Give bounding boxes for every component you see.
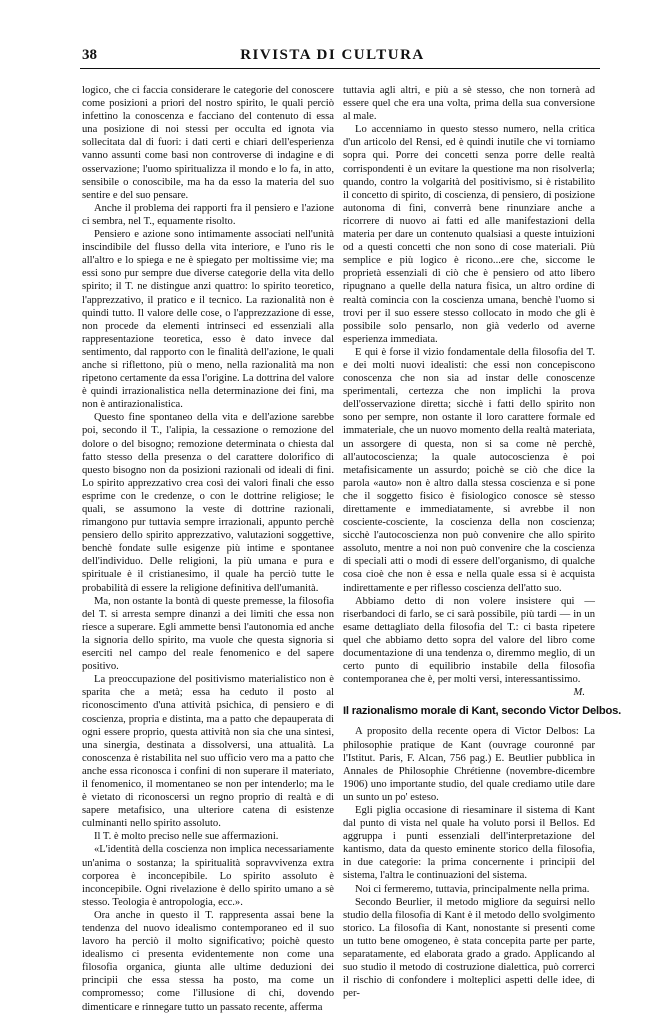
body-paragraph: A proposito della recente opera di Victor Delbos: La philosophie pratique de Kant (ouvrage couronné par l'Istitut. Paris, F. Alcan, 756 pag.) E. Beutlier pubblica in Annales de Philosophie Chrétienne (novembre-dicembre 1906) uno importante studio, del quale crediamo utile dare un sunto un po' esteso.	[343, 726, 595, 803]
body-paragraph: Ora anche in questo il T. rappresenta assai bene la tendenza del nuovo idealismo contemporaneo ed il suo lavoro ha perciò il molto significativo; poichè questo idealismo ci presenta evidentemente non come una filosofia organica, giunta alle ultime deduzioni dei principii che essa stessa ha posto, ma come un compromesso; come l'illusione di chi, dovendo dimenticare e rinnegare tutto un passato recente, afferma	[82, 909, 334, 1013]
left-column	[82, 84, 334, 1014]
body-paragraph: La preoccupazione del positivismo materialistico non è sparita che a metà; essa ha ceduto il posto al riconoscimento d'una attività psichica, di pensiero e di coscienza, propria e distinta, ma a patto che depauperata di ogni essere proprio, questa attività non sia che una sintesi, una sinergia, destinata a dissolversi, una attualità. La conoscenza è ristabilita nel suo ufficio vero ma a patto che anche essa riconosca i confini di non superare il materiato, il fenomenico, il momentaneo se non per intenderlo; ma le è vietato di riconoscersi un regno proprio di realtà e di sapere metafisico, una ulteriore catena di esistenze culminanti nello spirito assoluto.	[82, 674, 334, 830]
body-paragraph: tuttavia agli altri, e più a sè stesso, che non tornerà ad essere quel che era una volta, prima della sua conversione al male.	[343, 85, 595, 123]
running-title: RIVISTA DI CULTURA	[240, 47, 425, 63]
body-paragraph: E qui è forse il vizio fondamentale della filosofia del T. e dei molti nuovi idealisti: che essi non concepiscono conoscenza che non sia ad instar delle conoscenze sperimentali, certezza che non implichi la prova dell'osservazione diretta; sicchè i fatti dello spirito non sono per sempre, non ostante il loro carattere formale ed immateriale, che un nuovo momento della realtà materiata, un assorgere di questa, non si sa come nè perchè, all'autocoscienza; la quale autocoscienza è poi metafisicamente un assurdo; poichè se ciò che dice la parola «auto» non è altro dalla stessa coscienza e si pone che il soggetto fisico è fisiologico conosce sè stesso direttamente e immediatamente, si avrebbe il non cosciente-cosciente, la coscienza della non coscienza; sicchè l'autocoscienza non può convenire che allo spirito assoluto, mentre a noi non può convenire che la coscienza di speciali atti o modi di essere dell'organismo, di qualche cosa cioè che non è essa e nella quale essa si è acquista indirettamente e per riflesso coscienza dell'atto suo.	[343, 346, 595, 594]
body-paragraph: Secondo Beurlier, il metodo migliore da seguirsi nello studio della filosofia di Kant è il metodo dello svolgimento storico. La filosofia di Kant, nonostante si presenti come un tutto bene omogeneo, è stata concepita parte per parte, separatamente, ed elaborata grado a grado. Applicando al suo studio il metodo di costruzione dialettica, può correrci il rischio di confondere i molteplici aspetti delle idee, di per-	[343, 896, 595, 1000]
page-number: 38	[82, 47, 97, 63]
right-column	[343, 84, 622, 1000]
body-paragraph: Pensiero e azione sono intimamente associati nell'unità inscindibile del flusso della vita interiore, e l'uno ris le all'altro e lo spiega e ne è spiegato per moltissime vie; ma essi sono pur sempre due diverse categorie della vita dello spirito; il T. ne distingue anzi quattro: lo spirito teoretico, l'apprezzativo, il pratico e il tecnico. La razionalità non è quindi tutto. Il valore delle cose, o l'apprezzazione di esse, non procede da elementi intrinseci ed essenziali alla rappresentazione teoretica, esso è dato invece dal sentimento, dal rapporto con le finalità dell'azione, le quali anche si riflettono, più o meno, nella razionalità ma non ripetono certamente da essa l'origine. La dottrina del valore è quindi irrazionalistica nella determinazione dei fini, ma non è antirazionalistica.	[82, 229, 334, 411]
body-paragraph: logico, che ci faccia considerare le categorie del conoscere come posizioni a priori del nostro spirito, le quali perciò infettino la conoscenza e facciano del contenuto di essa una posizione di noi stessi per occulta ed ignota via sollecitata dal di fuori: i dati certi e chiari dell'esperienza vanno assunti come basi non controverse di indagine e di osservazione; l'uomo spiritualizza il mondo e lo fa, in atto, sensibile o conoscibile, ma ha da esso la materia del suo sentire e del suo pensare.	[82, 85, 334, 201]
body-paragraph: Questo fine spontaneo della vita e dell'azione sarebbe poi, secondo il T., l'alipia, la cessazione o remozione del dolore o del bisogno; remozione determinata o chiesta dal fatto stesso della presenza o del carattere dolorifico di questo bisogno non da posizioni razionali od ideali di fini. Lo spirito apprezzativo crea così dei valori finali che esso esprime con le credenze, o con le dottrine religiose; le quali, se assumono la veste di dottrine razionali, rimangono pur tuttavia sempre irrazionali, appunto perchè pensiero dello spirito apprezzativo, valutazioni soggettive, benchè fondate sulle esigenze più intime e spontanee dell'individuo. Delle religioni, la più umana e pura e spirituale è il cristianesimo, il quale ha perciò tutte le probabilità di essere la religione definitiva dell'umanità.	[82, 412, 334, 594]
header-rule	[80, 68, 600, 69]
quote-paragraph: «L'identità della coscienza non implica necessariamente un'anima o sostanza; la spiritualità sopravvivenza extra corporea è inconcepibile. Lo spirito assoluto è inconcepibile. Ogni rivelazione è dello spirito umano a sè stesso. Teologia è antropologia, ecc.».	[82, 844, 334, 908]
body-paragraph: Il T. è molto preciso nelle sue affermazioni.	[94, 831, 279, 843]
body-paragraph: Ma, non ostante la bontà di queste premesse, la filosofia del T. si arresta sempre dinanzi a dei limiti che essa non riesce a superare. Egli ammette bensì l'autonomia ed anche la signoria dello spirito, ma vuole che questa signoria si eserciti nel campo del reale fenomenico e del sapere positivo.	[82, 595, 334, 673]
section-title: Il razionalismo morale di Kant, secondo Victor Delbos.	[343, 705, 622, 718]
body-paragraph: Egli piglia occasione di riesaminare il sistema di Kant dal punto di vista nel quale ha voluto porsi il Bellos. Ed aggruppa i punti essenziali dell'interpretazione del kantismo, data da questo eminente storico della filosofia, in due categorie: la prima concernente i principii del sistema, l'altra le continuazioni del sistema.	[343, 804, 595, 882]
body-paragraph: Anche il problema dei rapporti fra il pensiero e l'azione ci sembra, nel T., equamente risolto.	[82, 202, 334, 227]
body-paragraph: Abbiamo detto di non volere insistere qui — riserbandoci di farlo, se ci sarà possibile, più tardi — in un esame dettagliato della filosofia del T.: ci basta ripetere quel che abbiamo detto sopra del valore del libro come documentazione di una tendenza o, diremmo meglio, di un certo punto di equilibrio instabile della filosofia contemporanea che è, per molti versi, interessantissimo.	[343, 595, 595, 686]
body-paragraph: Lo accenniamo in questo stesso numero, nella critica d'un articolo del Rensi, ed è quindi inutile che vi torniamo sopra qui. Porre dei concetti senza porre delle realtà corrispondenti è un evitare la questione ma non risolverla; quando, contro la volgarità del positivismo, si è ristabilito il concetto di spirito, di coscienza, di pensiero, di posizione autonoma di fini, converrà bene rinunziare anche a ricorrere di nuovo ai fatti ed alle manifestazioni della materia per dare un contenuto qualsiasi a queste intuizioni od a questi concetti che non sono di cose materiali. Più semplice e più logico è ricono...ere che, siccome le proprietà essenziali di ciò che è pensiero od atto libero ripugnano a quelle della natura fisica, un altro ordine di realtà comincia con la coscienza umana, benchè l'uomo si trovi per il suo essere stesso collocato in modo che gli è possibile solo pensarlo, non già vederlo od averne esperienza immediata.	[343, 124, 595, 345]
author-signature: M.	[573, 687, 585, 699]
body-paragraph: Noi ci fermeremo, tuttavia, principalmente nella prima.	[355, 883, 590, 895]
